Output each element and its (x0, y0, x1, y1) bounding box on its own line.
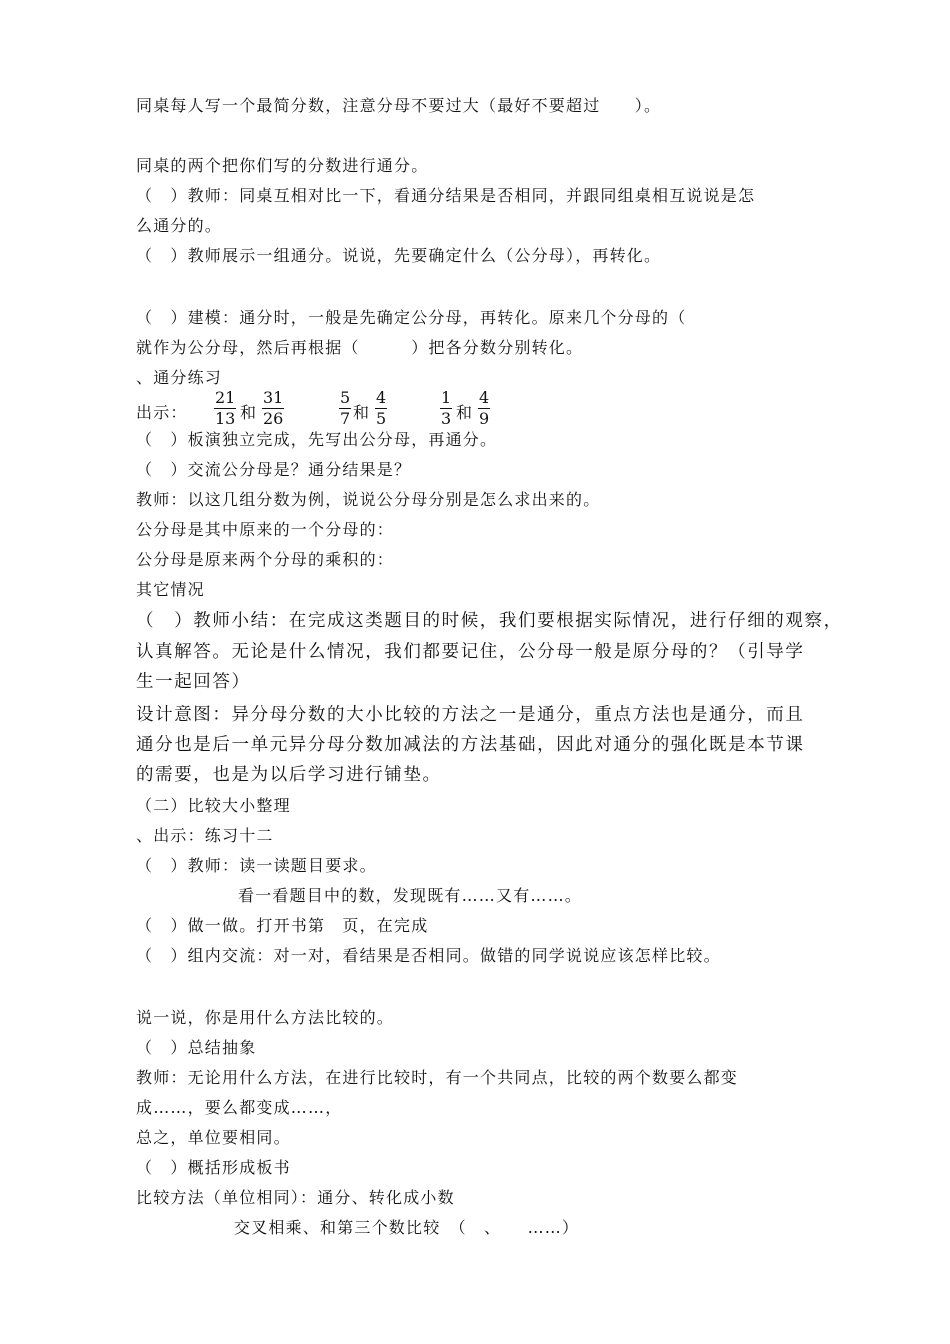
text-line: 比较方法（单位相同）：通分、转化成小数 (136, 1188, 455, 1207)
text-line: （ ）教师展示一组通分。说说，先要确定什么（公分母），再转化。 (136, 246, 662, 265)
fraction-examples (136, 388, 536, 434)
fraction-label: 出示： (136, 403, 188, 422)
text-line: 说一说，你是用什么方法比较的。 (136, 1008, 395, 1027)
text-line: 教师：无论用什么方法，在进行比较时，有一个共同点，比较的两个数要么都变 (136, 1068, 739, 1087)
fraction (440, 388, 452, 429)
text-line: 同桌每人写一个最简分数，注意分母不要过大（最好不要超过 ）。 (136, 96, 662, 115)
text-line: 同桌的两个把你们写的分数进行通分。 (136, 156, 429, 175)
denominator: 9 (479, 409, 490, 428)
text-line: 么通分的。 (136, 216, 223, 235)
text-line: 就作为公分母，然后再根据（ ）把各分数分别转化。 (136, 338, 584, 357)
numerator: 31 (263, 388, 284, 407)
fraction (214, 388, 236, 429)
denominator: 13 (215, 409, 236, 428)
denominator: 5 (376, 409, 387, 428)
numerator: 21 (215, 388, 236, 407)
text-line: 的需要，也是为以后学习进行铺垫。 (136, 765, 442, 785)
text-line: （ ）建模：通分时，一般是先确定公分母，再转化。原来几个分母的（ (136, 308, 687, 327)
text-line: （ ）交流公分母是？通分结果是？ (136, 460, 412, 479)
text-line: 成……，要么都变成……， (136, 1098, 343, 1117)
denominator: 26 (263, 409, 284, 428)
numerator: 1 (441, 388, 452, 407)
fraction (339, 388, 351, 429)
text-line: 设计意图：异分母分数的大小比较的方法之一是通分，重点方法也是通分，而且 (136, 705, 805, 725)
numerator: 4 (479, 388, 490, 407)
section-heading: （二）比较大小整理 (136, 796, 291, 815)
text-line: 公分母是其中原来的一个分母的： (136, 520, 395, 539)
text-line: 、出示：练习十二 (136, 826, 274, 845)
text-line: 其它情况 (136, 580, 205, 599)
numerator: 4 (376, 388, 387, 407)
denominator: 7 (340, 409, 351, 428)
fraction (262, 388, 284, 429)
text-line: （ ）教师：同桌互相对比一下，看通分结果是否相同，并跟同组桌相互说说是怎 (136, 186, 756, 205)
joiner: 和 (456, 403, 473, 422)
denominator: 3 (441, 409, 452, 428)
text-line: （ ）总结抽象 (136, 1038, 257, 1057)
text-line: 生一起回答） (136, 672, 251, 692)
text-line: （ ）板演独立完成，先写出公分母，再通分。 (136, 430, 498, 449)
text-line: （ ）教师小结：在完成这类题目的时候，我们要根据实际情况，进行仔细的观察， (136, 611, 843, 631)
text-line: 公分母是原来两个分母的乘积的： (136, 550, 395, 569)
text-line: 交叉相乘、和第三个数比较 （ 、 ……） (234, 1218, 580, 1237)
fraction (478, 388, 490, 429)
text-line: （ ）做一做。打开书第 页，在完成 (136, 916, 429, 935)
text-line: （ ）概括形成板书 (136, 1158, 291, 1177)
fraction (375, 388, 387, 429)
numerator: 5 (340, 388, 351, 407)
joiner: 和 (240, 403, 257, 422)
text-line: 认真解答。无论是什么情况，我们都要记住，公分母一般是原分母的？（引导学 (136, 642, 805, 662)
section-heading: 、通分练习 (136, 368, 223, 387)
text-line: 通分也是后一单元异分母分数加减法的方法基础，因此对通分的强化既是本节课 (136, 735, 805, 755)
text-line: （ ）教师：读一读题目要求。 (136, 856, 377, 875)
text-line: 总之，单位要相同。 (136, 1128, 291, 1147)
text-line: 教师：以这几组分数为例，说说公分母分别是怎么求出来的。 (136, 490, 601, 509)
joiner: 和 (353, 403, 370, 422)
text-line: （ ）组内交流：对一对，看结果是否相同。做错的同学说说应该怎样比较。 (136, 946, 721, 965)
text-line: 看一看题目中的数，发现既有……又有……。 (238, 886, 583, 905)
